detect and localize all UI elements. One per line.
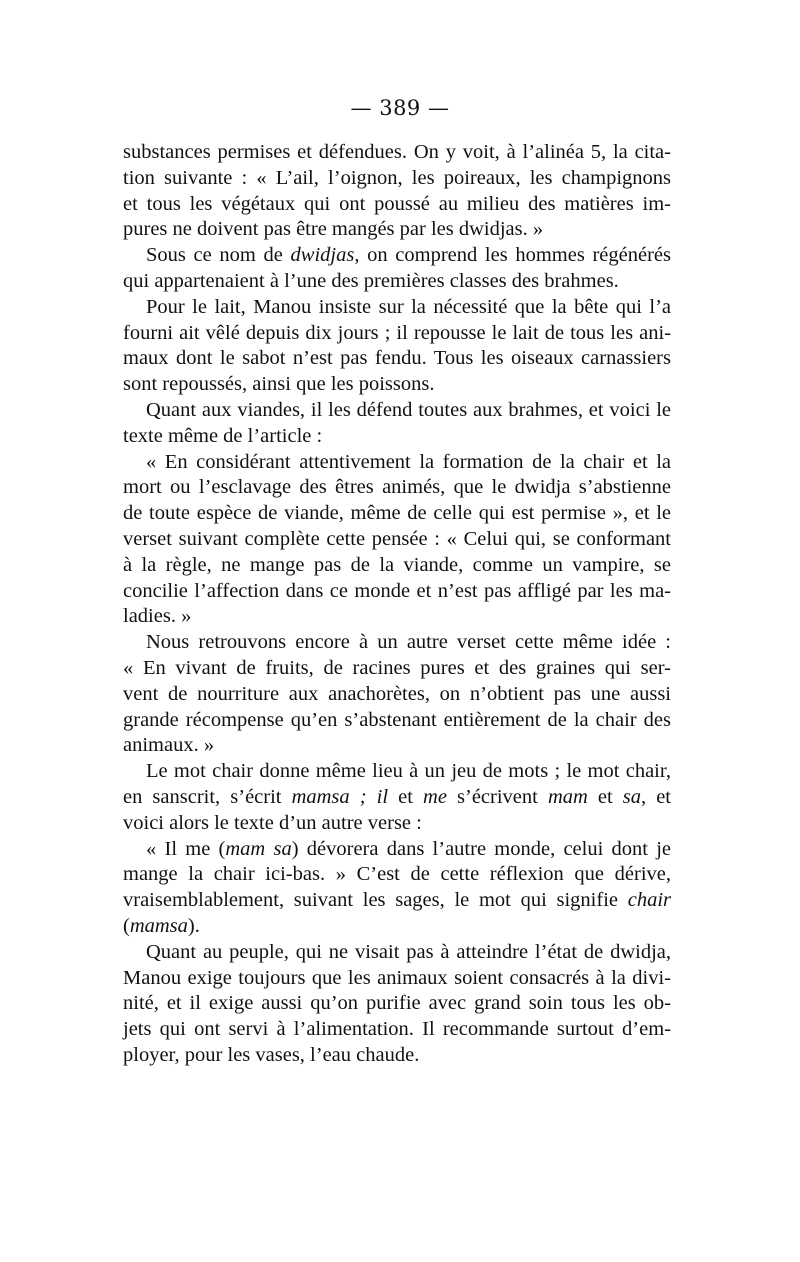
text-line: tion suivante : « L’ail, l’oignon, les poireaux, les champignons bbox=[123, 166, 671, 189]
text-line: « En considérant attentivement la formation de la chair et la bbox=[146, 450, 671, 473]
text-line: « En vivant de fruits, de racines pures et des graines qui ser- bbox=[123, 656, 671, 679]
text-line: animaux. » bbox=[123, 734, 215, 757]
text-line: verset suivant complète cette pensée : « Celui qui, se conformant bbox=[123, 527, 671, 550]
text-line: jets qui ont servi à l’alimentation. Il recommande surtout d’em- bbox=[123, 1018, 671, 1041]
text-line: nité, et il exige aussi qu’on purifie avec grand soin tous les ob- bbox=[123, 992, 671, 1015]
text-line: « Il me (mam sa) dévorera dans l’autre monde, celui dont je bbox=[146, 837, 672, 860]
text-line: voici alors le texte d’un autre verse : bbox=[123, 811, 422, 834]
text-line: vent de nourriture aux anachorètes, on n’obtient pas une aussi bbox=[123, 682, 671, 705]
text-line: pures ne doivent pas être mangés par les dwidjas. » bbox=[123, 218, 544, 241]
text-line: de toute espèce de viande, même de celle qui est permise », et le bbox=[123, 502, 671, 525]
text-line: Pour le lait, Manou insiste sur la nécessité que la bête qui l’a bbox=[146, 295, 671, 318]
text-line: (mamsa). bbox=[123, 914, 200, 937]
text-line: Nous retrouvons encore à un autre verset cette même idée : bbox=[146, 631, 671, 654]
text-line: fourni ait vêlé depuis dix jours ; il repousse le lait de tous les ani- bbox=[123, 321, 671, 344]
text-line: ladies. » bbox=[123, 605, 192, 628]
text-line: et tous les végétaux qui ont poussé au milieu des matières im- bbox=[123, 192, 671, 215]
text-line: sont repoussés, ainsi que les poissons. bbox=[123, 373, 435, 396]
text-line: Manou exige toujours que les animaux soient consacrés à la divi- bbox=[123, 966, 671, 989]
text-line: Sous ce nom de dwidjas, on comprend les hommes régénérés bbox=[146, 244, 671, 267]
text-line: concilie l’affection dans ce monde et n’est pas affligé par les ma- bbox=[123, 579, 671, 602]
text-line: Le mot chair donne même lieu à un jeu de mots ; le mot chair, bbox=[146, 760, 671, 783]
text-line: Quant au peuple, qui ne visait pas à atteindre l’état de dwidja, bbox=[146, 940, 671, 963]
text-line: texte même de l’article : bbox=[123, 424, 323, 447]
text-line: grande récompense qu’en s’abstenant entièrement de la chair des bbox=[123, 708, 671, 731]
text-line: qui appartenaient à l’une des premières classes des brahmes. bbox=[123, 269, 619, 292]
page-number: — 389 — bbox=[350, 96, 450, 120]
text-line: en sanscrit, s’écrit mamsa ; il et me s’écrivent mam et sa, et bbox=[123, 785, 672, 808]
text-line: mange la chair ici-bas. » C’est de cette réflexion que dérive, bbox=[123, 863, 671, 886]
text-line: mort ou l’esclavage des êtres animés, que le dwidja s’abstienne bbox=[123, 476, 671, 499]
body-text bbox=[123, 140, 671, 1069]
text-line: Quant aux viandes, il les défend toutes aux brahmes, et voici le bbox=[146, 398, 671, 421]
text-line: maux dont le sabot n’est pas fendu. Tous les oiseaux carnassiers bbox=[123, 347, 671, 370]
text-line: vraisemblablement, suivant les sages, le mot qui signifie chair bbox=[123, 889, 671, 912]
text-line: substances permises et défendues. On y voit, à l’alinéa 5, la cita- bbox=[123, 141, 671, 163]
text-line: à la règle, ne mange pas de la viande, comme un vampire, se bbox=[123, 553, 671, 576]
text-line: ployer, pour les vases, l’eau chaude. bbox=[123, 1043, 420, 1066]
